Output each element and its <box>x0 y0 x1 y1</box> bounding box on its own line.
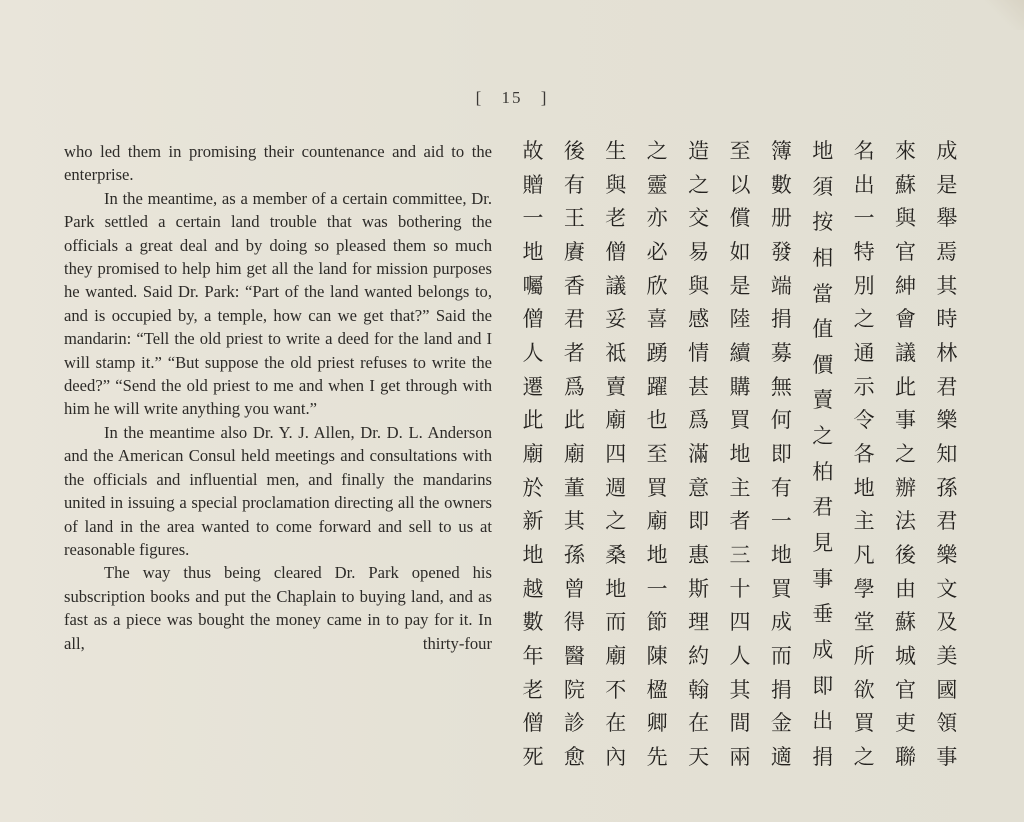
english-paragraph-4: The way thus being cleared Dr. Park opened his subscription books and put the Chaplain to buying land, and as fast as a piece was bought the money came in to pay for it. In all, thirty-four <box>64 563 492 653</box>
chinese-character: 官 <box>895 239 917 264</box>
chinese-character: 聯 <box>895 744 917 769</box>
chinese-character: 適 <box>770 744 792 769</box>
chinese-character: 有 <box>770 475 792 500</box>
chinese-character: 之 <box>895 441 917 466</box>
chinese-character: 購 <box>729 374 751 399</box>
chinese-character: 感 <box>688 307 710 332</box>
chinese-character: 之 <box>853 307 875 332</box>
chinese-character: 名 <box>853 139 875 163</box>
chinese-character: 地 <box>522 542 544 567</box>
chinese-character: 一 <box>770 509 792 534</box>
chinese-character: 地 <box>853 475 875 500</box>
chinese-character: 內 <box>605 744 627 769</box>
chinese-character: 金 <box>770 711 792 736</box>
chinese-column-1 <box>934 138 960 770</box>
chinese-character: 即 <box>688 509 710 534</box>
chinese-column-5 <box>768 138 794 770</box>
chinese-character: 與 <box>895 206 917 231</box>
chinese-character: 之 <box>605 509 627 534</box>
chinese-character: 各 <box>853 441 875 466</box>
chinese-column-10 <box>561 138 587 770</box>
chinese-character: 數 <box>770 172 792 197</box>
chinese-character: 買 <box>770 576 792 601</box>
chinese-column-11 <box>520 138 546 770</box>
chinese-character: 院 <box>563 677 585 702</box>
chinese-character: 有 <box>563 172 585 197</box>
chinese-character: 見 <box>812 531 834 556</box>
chinese-character: 事 <box>895 408 917 433</box>
chinese-character: 至 <box>729 139 751 163</box>
chinese-character: 十 <box>729 576 751 601</box>
chinese-character: 募 <box>770 340 792 365</box>
chinese-character: 囑 <box>522 273 544 298</box>
chinese-character: 者 <box>563 340 585 365</box>
chinese-character: 別 <box>853 273 875 298</box>
chinese-character: 捐 <box>812 744 834 769</box>
chinese-character: 值 <box>812 317 834 342</box>
chinese-character: 無 <box>770 374 792 399</box>
chinese-character: 樂 <box>936 408 958 433</box>
chinese-character: 曾 <box>563 576 585 601</box>
chinese-character: 孫 <box>563 542 585 567</box>
chinese-character: 事 <box>812 566 834 591</box>
chinese-character: 是 <box>729 273 751 298</box>
chinese-character: 成 <box>812 637 834 662</box>
chinese-character: 地 <box>522 239 544 264</box>
english-paragraph-1: who led them in promising their countenance and aid to the enterprise. <box>64 142 492 185</box>
chinese-column-7 <box>686 138 712 770</box>
chinese-character: 議 <box>605 273 627 298</box>
chinese-character: 孫 <box>936 475 958 500</box>
chinese-character: 是 <box>936 172 958 197</box>
chinese-character: 何 <box>770 408 792 433</box>
chinese-character: 卿 <box>646 711 668 736</box>
chinese-character: 妥 <box>605 307 627 332</box>
chinese-character: 須 <box>812 174 834 199</box>
chinese-character: 於 <box>522 475 544 500</box>
chinese-character: 不 <box>605 677 627 702</box>
chinese-character: 爲 <box>563 374 585 399</box>
chinese-column-2 <box>893 138 919 770</box>
chinese-character: 廟 <box>522 441 544 466</box>
chinese-character: 後 <box>563 139 585 163</box>
chinese-character: 事 <box>936 744 958 769</box>
chinese-character: 愈 <box>563 744 585 769</box>
chinese-character: 楹 <box>646 677 668 702</box>
chinese-character: 由 <box>895 576 917 601</box>
chinese-character: 出 <box>812 709 834 734</box>
chinese-character: 故 <box>522 139 544 163</box>
chinese-character: 國 <box>936 677 958 702</box>
chinese-character: 之 <box>646 139 668 163</box>
page-number-bracket-open: [ <box>475 88 484 107</box>
chinese-character: 捐 <box>770 307 792 332</box>
chinese-character: 也 <box>646 408 668 433</box>
chinese-character: 廟 <box>646 509 668 534</box>
chinese-character: 翰 <box>688 677 710 702</box>
chinese-character: 與 <box>605 172 627 197</box>
chinese-character: 僧 <box>522 307 544 332</box>
chinese-character: 其 <box>563 509 585 534</box>
chinese-character: 祗 <box>605 340 627 365</box>
chinese-character: 四 <box>729 610 751 635</box>
chinese-character: 示 <box>853 374 875 399</box>
chinese-character: 之 <box>688 172 710 197</box>
chinese-character: 發 <box>770 239 792 264</box>
chinese-character: 成 <box>770 610 792 635</box>
chinese-character: 按 <box>812 210 834 235</box>
chinese-character: 地 <box>770 542 792 567</box>
chinese-character: 必 <box>646 239 668 264</box>
chinese-character: 當 <box>812 281 834 306</box>
chinese-character: 吏 <box>895 711 917 736</box>
chinese-character: 紳 <box>895 273 917 298</box>
page-number-bracket-close: ] <box>540 88 549 107</box>
chinese-character: 生 <box>605 139 627 163</box>
chinese-character: 君 <box>936 509 958 534</box>
chinese-column-3 <box>851 138 877 770</box>
chinese-character: 老 <box>605 206 627 231</box>
chinese-character: 之 <box>853 744 875 769</box>
chinese-character: 死 <box>522 744 544 769</box>
chinese-character: 喜 <box>646 307 668 332</box>
chinese-character: 蘇 <box>895 610 917 635</box>
chinese-character: 凡 <box>853 542 875 567</box>
chinese-character: 節 <box>646 610 668 635</box>
chinese-column-4 <box>810 138 836 770</box>
chinese-character: 特 <box>853 239 875 264</box>
chinese-character: 端 <box>770 273 792 298</box>
chinese-character: 爲 <box>688 408 710 433</box>
chinese-character: 而 <box>770 643 792 668</box>
chinese-character: 相 <box>812 245 834 270</box>
chinese-character: 者 <box>729 509 751 534</box>
chinese-character: 樂 <box>936 542 958 567</box>
chinese-character: 與 <box>688 273 710 298</box>
chinese-character: 城 <box>895 643 917 668</box>
chinese-character: 成 <box>936 139 958 163</box>
chinese-character: 廟 <box>605 643 627 668</box>
chinese-character: 四 <box>605 441 627 466</box>
chinese-character: 贈 <box>522 172 544 197</box>
chinese-character: 君 <box>812 495 834 520</box>
chinese-character: 靈 <box>646 172 668 197</box>
chinese-character: 老 <box>522 677 544 702</box>
chinese-character: 出 <box>853 172 875 197</box>
chinese-character: 約 <box>688 643 710 668</box>
chinese-character: 人 <box>729 643 751 668</box>
chinese-character: 新 <box>522 509 544 534</box>
chinese-character: 易 <box>688 239 710 264</box>
chinese-character: 香 <box>563 273 585 298</box>
chinese-character: 償 <box>729 206 751 231</box>
chinese-character: 此 <box>895 374 917 399</box>
chinese-character: 間 <box>729 711 751 736</box>
chinese-character: 來 <box>895 139 917 163</box>
chinese-character: 主 <box>729 475 751 500</box>
chinese-character: 續 <box>729 340 751 365</box>
chinese-character: 地 <box>729 441 751 466</box>
chinese-character: 令 <box>853 408 875 433</box>
chinese-character: 賣 <box>605 374 627 399</box>
page-number-value: 15 <box>501 88 523 107</box>
chinese-character: 一 <box>646 576 668 601</box>
chinese-character: 越 <box>522 576 544 601</box>
chinese-character: 廟 <box>605 408 627 433</box>
chinese-character: 惠 <box>688 542 710 567</box>
chinese-character: 君 <box>936 374 958 399</box>
chinese-character: 週 <box>605 475 627 500</box>
chinese-character: 欣 <box>646 273 668 298</box>
chinese-column-6 <box>727 138 753 770</box>
chinese-character: 通 <box>853 340 875 365</box>
chinese-character: 買 <box>646 475 668 500</box>
chinese-character: 即 <box>812 673 834 698</box>
chinese-character: 文 <box>936 576 958 601</box>
chinese-character: 天 <box>688 744 710 769</box>
chinese-character: 主 <box>853 509 875 534</box>
chinese-character: 此 <box>522 408 544 433</box>
chinese-character: 陸 <box>729 307 751 332</box>
chinese-character: 王 <box>563 206 585 231</box>
chinese-character: 之 <box>812 424 834 449</box>
chinese-character: 所 <box>853 643 875 668</box>
chinese-character: 一 <box>853 206 875 231</box>
chinese-character: 及 <box>936 610 958 635</box>
chinese-column-8 <box>644 138 670 770</box>
chinese-character: 兩 <box>729 744 751 769</box>
chinese-character: 會 <box>895 307 917 332</box>
chinese-character: 學 <box>853 576 875 601</box>
chinese-character: 堂 <box>853 610 875 635</box>
chinese-character: 時 <box>936 307 958 332</box>
chinese-character: 舉 <box>936 206 958 231</box>
chinese-character: 以 <box>729 172 751 197</box>
chinese-character: 陳 <box>646 643 668 668</box>
chinese-character: 理 <box>688 610 710 635</box>
chinese-character: 賡 <box>563 239 585 264</box>
chinese-column-9 <box>603 138 629 770</box>
chinese-character: 柏 <box>812 459 834 484</box>
chinese-character: 其 <box>729 677 751 702</box>
chinese-character: 斯 <box>688 576 710 601</box>
chinese-character: 蘇 <box>895 172 917 197</box>
chinese-character: 領 <box>936 711 958 736</box>
chinese-character: 地 <box>605 576 627 601</box>
chinese-character: 地 <box>812 139 834 163</box>
chinese-character: 董 <box>563 475 585 500</box>
english-text-column <box>64 140 492 655</box>
chinese-character: 診 <box>563 711 585 736</box>
chinese-character: 意 <box>688 475 710 500</box>
chinese-character: 林 <box>936 340 958 365</box>
chinese-character: 知 <box>936 441 958 466</box>
chinese-character: 其 <box>936 273 958 298</box>
english-paragraph-2: In the meantime, as a member of a certain committee, Dr. Park settled a certain land trouble that was bothering the officials a great deal and by doing so pleased them so much they promised to help him get all the land for mission purposes he wanted. Said Dr. Park: “Part of the land wanted belongs to, and is occupied by, a temple, how can we get that?” Said the mandarin: “Tell the old priest to write a deed for the land and I will stamp it.” “But suppose the old priest refuses to write the deed?” “Send the old priest to me and when I get through with him he will write anything you want.” <box>64 188 492 419</box>
chinese-character: 滿 <box>688 441 710 466</box>
page-corner-fold <box>984 0 1024 30</box>
chinese-character: 地 <box>646 542 668 567</box>
chinese-character: 美 <box>936 643 958 668</box>
chinese-character: 人 <box>522 340 544 365</box>
chinese-character: 在 <box>688 711 710 736</box>
chinese-character: 甚 <box>688 374 710 399</box>
chinese-character: 僧 <box>605 239 627 264</box>
chinese-character: 躍 <box>646 374 668 399</box>
chinese-character: 價 <box>812 352 834 377</box>
chinese-character: 廟 <box>563 441 585 466</box>
page-number <box>0 88 1024 108</box>
chinese-character: 僧 <box>522 711 544 736</box>
chinese-character: 一 <box>522 206 544 231</box>
chinese-character: 垂 <box>812 602 834 627</box>
chinese-character: 而 <box>605 610 627 635</box>
chinese-character: 欲 <box>853 677 875 702</box>
chinese-character: 三 <box>729 542 751 567</box>
chinese-character: 桑 <box>605 542 627 567</box>
chinese-character: 年 <box>522 643 544 668</box>
chinese-character: 踴 <box>646 340 668 365</box>
chinese-character: 如 <box>729 239 751 264</box>
chinese-character: 在 <box>605 711 627 736</box>
english-paragraph-3: In the meantime also Dr. Y. J. Allen, Dr. D. L. Anderson and the American Consul held meetings and consultations with the officials and influential men, and finally the mandarins united in issuing a special proclamation directing all the owners of land in the area wanted to come forward and sell to us at reasonable figures. <box>64 422 492 559</box>
chinese-character: 捐 <box>770 677 792 702</box>
chinese-character: 册 <box>770 206 792 231</box>
chinese-character: 先 <box>646 744 668 769</box>
chinese-character: 至 <box>646 441 668 466</box>
chinese-character: 官 <box>895 677 917 702</box>
chinese-character: 得 <box>563 610 585 635</box>
chinese-character: 數 <box>522 610 544 635</box>
chinese-character: 法 <box>895 509 917 534</box>
chinese-character: 醫 <box>563 643 585 668</box>
chinese-character: 議 <box>895 340 917 365</box>
chinese-character: 交 <box>688 206 710 231</box>
chinese-character: 情 <box>688 340 710 365</box>
chinese-character: 即 <box>770 441 792 466</box>
chinese-character: 後 <box>895 542 917 567</box>
chinese-character: 買 <box>853 711 875 736</box>
chinese-character: 此 <box>563 408 585 433</box>
chinese-character: 辦 <box>895 475 917 500</box>
chinese-character: 簿 <box>770 139 792 163</box>
chinese-text-block <box>520 138 960 770</box>
chinese-character: 焉 <box>936 239 958 264</box>
chinese-character: 造 <box>688 139 710 163</box>
chinese-character: 亦 <box>646 206 668 231</box>
chinese-character: 君 <box>563 307 585 332</box>
chinese-character: 賣 <box>812 388 834 413</box>
chinese-character: 遷 <box>522 374 544 399</box>
chinese-character: 買 <box>729 408 751 433</box>
